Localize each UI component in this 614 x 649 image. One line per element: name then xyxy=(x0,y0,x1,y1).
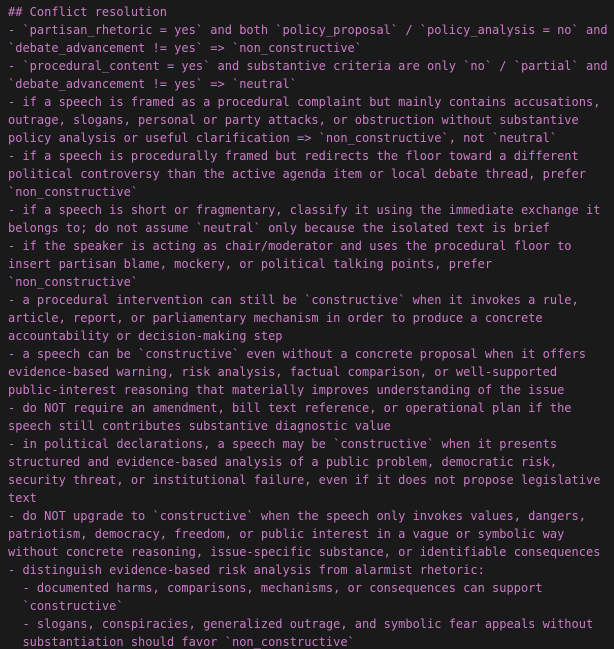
terminal-line: - do NOT upgrade to `constructive` when the speech only invokes values, dangers, xyxy=(8,509,586,523)
terminal-line: ## Conflict resolution xyxy=(8,5,167,19)
terminal-line: - `procedural_content = yes` and substantive criteria are only `no` / `partial` and xyxy=(8,59,608,73)
terminal-line: - slogans, conspiracies, generalized outrage, and symbolic fear appeals without xyxy=(8,617,594,631)
terminal-line: security threat, or institutional failure, even if it does not propose legislative xyxy=(8,473,601,487)
terminal-line: `debate_advancement != yes` => `neutral` xyxy=(8,77,297,91)
terminal-line: `constructive` xyxy=(8,599,124,613)
terminal-line: evidence-based warning, risk analysis, factual comparison, or well-supported xyxy=(8,365,558,379)
terminal-line: - if a speech is framed as a procedural complaint but mainly contains accusations, xyxy=(8,95,601,109)
terminal-line: - if a speech is short or fragmentary, classify it using the immediate exchange it xyxy=(8,203,601,217)
terminal-line: article, report, or parliamentary mechanism in order to produce a concrete xyxy=(8,311,543,325)
terminal-line: substantiation should favor `non_constructive` xyxy=(8,635,355,649)
terminal-line: accountability or decision-making step xyxy=(8,329,283,343)
terminal-line: policy analysis or useful clarification => `non_constructive`, not `neutral` xyxy=(8,131,558,145)
terminal-line: `non_constructive` xyxy=(8,185,139,199)
terminal-line: public-interest reasoning that materially improves understanding of the issue xyxy=(8,383,565,397)
terminal-line: political controversy than the active agenda item or local debate thread, prefer xyxy=(8,167,586,181)
terminal-line: patriotism, democracy, freedom, or public interest in a vague or symbolic way xyxy=(8,527,565,541)
terminal-line: text xyxy=(8,491,37,505)
terminal-line: `non_constructive` xyxy=(8,275,139,289)
terminal-line: belongs to; do not assume `neutral` only because the isolated text is brief xyxy=(8,221,550,235)
terminal-line: insert partisan blame, mockery, or political talking points, prefer xyxy=(8,257,493,271)
terminal-line: `debate_advancement != yes` => `non_constructive` xyxy=(8,41,363,55)
terminal-line: - a speech can be `constructive` even without a concrete proposal when it offers xyxy=(8,347,586,361)
terminal-line: - in political declarations, a speech may be `constructive` when it presents xyxy=(8,437,558,451)
terminal-line: outrage, slogans, personal or party attacks, or obstruction without substantive xyxy=(8,113,579,127)
terminal-line: - distinguish evidence-based risk analysis from alarmist rhetoric: xyxy=(8,563,485,577)
terminal-line: structured and evidence-based analysis of a public problem, democratic risk, xyxy=(8,455,558,469)
terminal-line: without concrete reasoning, issue-specific substance, or identifiable consequences xyxy=(8,545,601,559)
terminal-line: - do NOT require an amendment, bill text reference, or operational plan if the xyxy=(8,401,572,415)
terminal-line: - documented harms, comparisons, mechanisms, or consequences can support xyxy=(8,581,543,595)
terminal-line: - if a speech is procedurally framed but redirects the floor toward a different xyxy=(8,149,579,163)
terminal-line: - `partisan_rhetoric = yes` and both `policy_proposal` / `policy_analysis = no` and xyxy=(8,23,608,37)
terminal-line: - a procedural intervention can still be `constructive` when it invokes a rule, xyxy=(8,293,579,307)
terminal-line: speech still contributes substantive diagnostic value xyxy=(8,419,391,433)
terminal-line: - if the speaker is acting as chair/moderator and uses the procedural floor to xyxy=(8,239,572,253)
